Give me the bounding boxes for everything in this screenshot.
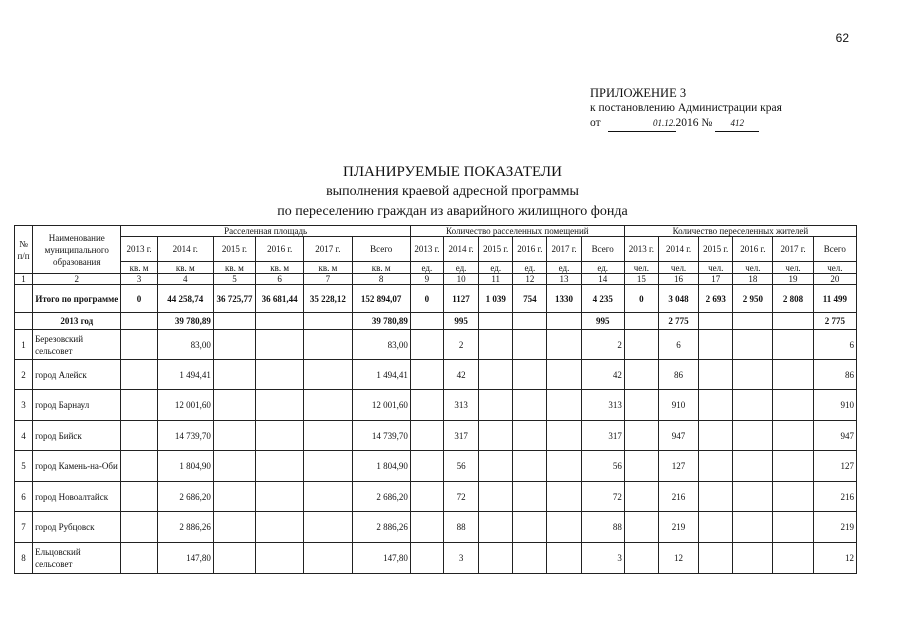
table-row (15, 482, 857, 512)
table-cell (733, 512, 773, 543)
table-cell: 317 (581, 421, 624, 451)
header-unit-area: кв. м (304, 262, 352, 274)
appendix-date: 01.12. (653, 118, 676, 128)
row-name: город Барнаул (33, 390, 121, 421)
table-row (15, 421, 857, 451)
table-cell (773, 421, 813, 451)
page-number: 62 (835, 31, 849, 45)
table-cell (513, 421, 547, 451)
table-cell (121, 543, 157, 574)
table-cell: 947 (658, 421, 698, 451)
table-cell (213, 512, 255, 543)
table-cell: 83,00 (352, 330, 410, 360)
table-cell (733, 421, 773, 451)
row-name: Ельцовский сельсовет (33, 543, 121, 574)
table-row (15, 285, 857, 313)
table-cell (121, 390, 157, 421)
header-unit-area: кв. м (121, 262, 157, 274)
table-cell (256, 512, 304, 543)
table-cell (410, 330, 443, 360)
table-cell (410, 451, 443, 482)
table-cell: 36 681,44 (256, 285, 304, 313)
header-unit-people: чел. (813, 262, 856, 274)
table-cell (256, 360, 304, 390)
table-cell (699, 421, 733, 451)
table-cell (699, 360, 733, 390)
table-cell (513, 360, 547, 390)
row-name: город Новоалтайск (33, 482, 121, 512)
indicators-table (14, 225, 857, 574)
table-cell: 3 048 (658, 285, 698, 313)
header-year-area: 2017 г. (304, 237, 352, 262)
appendix-block (590, 86, 782, 132)
table-cell (547, 543, 581, 574)
header-group-area: Расселенная площадь (121, 226, 410, 237)
header-year-rooms: Всего (581, 237, 624, 262)
header-unit-people: чел. (658, 262, 698, 274)
table-cell: 2 (581, 330, 624, 360)
table-cell: 1330 (547, 285, 581, 313)
appendix-date-line (590, 116, 782, 132)
column-number: 4 (157, 274, 213, 285)
row-number: 8 (15, 543, 33, 574)
header-year-area: 2016 г. (256, 237, 304, 262)
table-cell (256, 482, 304, 512)
table-cell (410, 313, 443, 330)
column-number: 20 (813, 274, 856, 285)
table-cell (699, 451, 733, 482)
table-cell (513, 330, 547, 360)
table-cell: 2 950 (733, 285, 773, 313)
table-cell (121, 512, 157, 543)
table-cell (547, 390, 581, 421)
table-cell (304, 543, 352, 574)
table-cell (304, 512, 352, 543)
table-cell (256, 451, 304, 482)
appendix-title: ПРИЛОЖЕНИЕ 3 (590, 86, 687, 100)
table-cell (733, 543, 773, 574)
header-year-people: Всего (813, 237, 856, 262)
header-unit-rooms: ед. (513, 262, 547, 274)
table-cell: 216 (813, 482, 856, 512)
table-cell (479, 330, 513, 360)
table-cell (733, 330, 773, 360)
table-cell: 2 886,26 (352, 512, 410, 543)
header-unit-area: кв. м (256, 262, 304, 274)
row-name: Березовский сельсовет (33, 330, 121, 360)
table-cell (213, 313, 255, 330)
header-unit-people: чел. (773, 262, 813, 274)
table-cell: 219 (658, 512, 698, 543)
table-cell (213, 330, 255, 360)
table-cell: 14 739,70 (157, 421, 213, 451)
row-name: 2013 год (33, 313, 121, 330)
header-year-people: 2016 г. (733, 237, 773, 262)
header-group-rooms: Количество расселенных помещений (410, 226, 624, 237)
table-cell (304, 360, 352, 390)
header-year-rooms: 2015 г. (479, 237, 513, 262)
column-number: 2 (33, 274, 121, 285)
row-number (15, 285, 33, 313)
table-cell (733, 360, 773, 390)
table-cell: 1127 (443, 285, 478, 313)
header-year-people: 2015 г. (699, 237, 733, 262)
table-cell (624, 360, 658, 390)
table-cell: 0 (624, 285, 658, 313)
table-cell: 12 001,60 (352, 390, 410, 421)
table-cell: 72 (443, 482, 478, 512)
table-cell: 3 (443, 543, 478, 574)
header-year-rooms: 2016 г. (513, 237, 547, 262)
table-cell (547, 451, 581, 482)
table-cell: 219 (813, 512, 856, 543)
table-cell (304, 482, 352, 512)
table-cell (479, 512, 513, 543)
table-cell: 2 775 (658, 313, 698, 330)
table-cell: 42 (443, 360, 478, 390)
table-cell (304, 330, 352, 360)
table-cell: 910 (813, 390, 856, 421)
column-number: 17 (699, 274, 733, 285)
table-cell: 1 494,41 (352, 360, 410, 390)
header-year-rooms: 2017 г. (547, 237, 581, 262)
table-cell (624, 330, 658, 360)
table-cell: 947 (813, 421, 856, 451)
appendix-number: 412 (730, 118, 744, 128)
table-cell: 56 (443, 451, 478, 482)
header-year-people: 2017 г. (773, 237, 813, 262)
heading-subtitle-1: выполнения краевой адресной программы (326, 184, 579, 199)
table-cell (513, 543, 547, 574)
table-cell (304, 390, 352, 421)
table-cell (773, 543, 813, 574)
column-number: 3 (121, 274, 157, 285)
table-cell: 313 (581, 390, 624, 421)
table-cell (513, 313, 547, 330)
table-cell (699, 390, 733, 421)
table-cell (304, 421, 352, 451)
row-number: 3 (15, 390, 33, 421)
table-cell: 0 (410, 285, 443, 313)
table-cell (479, 390, 513, 421)
table-cell (547, 512, 581, 543)
column-number: 15 (624, 274, 658, 285)
row-name: город Рубцовск (33, 512, 121, 543)
table-cell: 86 (813, 360, 856, 390)
table-cell: 72 (581, 482, 624, 512)
table-cell (699, 512, 733, 543)
table-cell (410, 360, 443, 390)
column-number: 5 (213, 274, 255, 285)
column-number: 19 (773, 274, 813, 285)
table-cell (547, 421, 581, 451)
header-year-area: Всего (352, 237, 410, 262)
table-cell (773, 451, 813, 482)
table-cell (624, 313, 658, 330)
table-row (15, 543, 857, 574)
table-cell: 39 780,89 (352, 313, 410, 330)
column-number: 13 (547, 274, 581, 285)
table-cell (479, 543, 513, 574)
header-unit-rooms: ед. (410, 262, 443, 274)
table-cell (410, 512, 443, 543)
column-number: 10 (443, 274, 478, 285)
table-cell (624, 482, 658, 512)
table-cell: 0 (121, 285, 157, 313)
document-heading (0, 162, 905, 222)
table-row (15, 451, 857, 482)
table-cell (699, 313, 733, 330)
table-cell (513, 451, 547, 482)
header-year-rooms: 2014 г. (443, 237, 478, 262)
appendix-year-number: 2016 № (675, 117, 713, 129)
table-cell: 36 725,77 (213, 285, 255, 313)
table-cell (256, 543, 304, 574)
table-cell: 88 (443, 512, 478, 543)
table-cell: 3 (581, 543, 624, 574)
table-cell (121, 313, 157, 330)
table-cell (213, 482, 255, 512)
table-cell (121, 330, 157, 360)
header-unit-rooms: ед. (547, 262, 581, 274)
table-cell (733, 313, 773, 330)
row-number: 6 (15, 482, 33, 512)
table-cell (410, 390, 443, 421)
row-number (15, 313, 33, 330)
table-cell (547, 313, 581, 330)
table-row (15, 360, 857, 390)
table-cell: 152 894,07 (352, 285, 410, 313)
table-cell (256, 330, 304, 360)
table-cell (121, 451, 157, 482)
table-cell: 910 (658, 390, 698, 421)
table-cell: 6 (813, 330, 856, 360)
row-number: 2 (15, 360, 33, 390)
column-number: 16 (658, 274, 698, 285)
table-cell: 88 (581, 512, 624, 543)
header-year-rooms: 2013 г. (410, 237, 443, 262)
heading-title: ПЛАНИРУЕМЫЕ ПОКАЗАТЕЛИ (343, 164, 562, 180)
header-year-people: 2013 г. (624, 237, 658, 262)
header-year-people: 2014 г. (658, 237, 698, 262)
row-name: город Бийск (33, 421, 121, 451)
table-cell (773, 390, 813, 421)
table-cell (479, 421, 513, 451)
table-cell: 12 001,60 (157, 390, 213, 421)
header-unit-people: чел. (624, 262, 658, 274)
table-cell (624, 512, 658, 543)
header-unit-area: кв. м (213, 262, 255, 274)
table-cell (213, 421, 255, 451)
column-number: 8 (352, 274, 410, 285)
row-name: город Камень-на-Оби (33, 451, 121, 482)
table-cell: 12 (813, 543, 856, 574)
table-cell (624, 390, 658, 421)
table-cell (547, 360, 581, 390)
column-number: 14 (581, 274, 624, 285)
row-number: 5 (15, 451, 33, 482)
table-cell (624, 421, 658, 451)
header-unit-rooms: ед. (443, 262, 478, 274)
table-cell: 39 780,89 (157, 313, 213, 330)
row-number: 1 (15, 330, 33, 360)
table-cell: 83,00 (157, 330, 213, 360)
table-cell: 11 499 (813, 285, 856, 313)
table-cell: 2 686,20 (157, 482, 213, 512)
table-cell (121, 482, 157, 512)
table-row (15, 390, 857, 421)
header-unit-area: кв. м (352, 262, 410, 274)
table-cell (410, 421, 443, 451)
table-cell: 2 686,20 (352, 482, 410, 512)
table-cell (513, 512, 547, 543)
table-cell (513, 482, 547, 512)
table-cell: 86 (658, 360, 698, 390)
table-cell (773, 313, 813, 330)
column-number: 7 (304, 274, 352, 285)
row-name: Итого по программе (33, 285, 121, 313)
table-cell (773, 360, 813, 390)
table-cell: 127 (813, 451, 856, 482)
table-cell (410, 482, 443, 512)
table-cell (304, 451, 352, 482)
column-number: 11 (479, 274, 513, 285)
table-cell (773, 330, 813, 360)
table-cell (733, 390, 773, 421)
table-cell: 995 (581, 313, 624, 330)
heading-subtitle-2: по переселению граждан из аварийного жилищного фонда (277, 204, 628, 219)
table-cell (733, 451, 773, 482)
table-row (15, 512, 857, 543)
table-cell (256, 390, 304, 421)
column-number: 12 (513, 274, 547, 285)
column-number: 6 (256, 274, 304, 285)
table-cell (624, 451, 658, 482)
table-cell: 147,80 (157, 543, 213, 574)
table-body (15, 226, 857, 574)
table-cell: 2 886,26 (157, 512, 213, 543)
column-number: 1 (15, 274, 33, 285)
table-cell: 2 (443, 330, 478, 360)
table-cell: 754 (513, 285, 547, 313)
header-unit-people: чел. (733, 262, 773, 274)
header-unit-people: чел. (699, 262, 733, 274)
appendix-from-prefix: от (590, 117, 601, 129)
table-cell (213, 390, 255, 421)
table-cell (547, 330, 581, 360)
table-cell (699, 330, 733, 360)
row-number: 7 (15, 512, 33, 543)
table-cell: 2 693 (699, 285, 733, 313)
table-cell (410, 543, 443, 574)
header-group-people: Количество переселенных жителей (624, 226, 856, 237)
table-cell (479, 482, 513, 512)
table-cell (121, 360, 157, 390)
table-cell: 317 (443, 421, 478, 451)
table-cell: 12 (658, 543, 698, 574)
row-number: 4 (15, 421, 33, 451)
table-cell: 1 804,90 (352, 451, 410, 482)
column-number: 18 (733, 274, 773, 285)
table-cell: 4 235 (581, 285, 624, 313)
table-cell (256, 421, 304, 451)
table-cell (213, 360, 255, 390)
table-row (15, 330, 857, 360)
table-cell: 313 (443, 390, 478, 421)
table-cell (547, 482, 581, 512)
table-cell: 42 (581, 360, 624, 390)
table-cell (513, 390, 547, 421)
appendix-resolution-line: к постановлению Администрации края (590, 102, 782, 114)
table-row (15, 313, 857, 330)
header-unit-area: кв. м (157, 262, 213, 274)
table-cell (121, 421, 157, 451)
row-name: город Алейск (33, 360, 121, 390)
header-year-area: 2013 г. (121, 237, 157, 262)
table-cell: 995 (443, 313, 478, 330)
header-no: № п/п (15, 226, 33, 274)
table-cell (479, 451, 513, 482)
header-name: Наименование муниципального образования (33, 226, 121, 274)
header-year-area: 2014 г. (157, 237, 213, 262)
table-cell (773, 512, 813, 543)
table-cell: 44 258,74 (157, 285, 213, 313)
table-cell (699, 543, 733, 574)
table-cell: 2 808 (773, 285, 813, 313)
table-cell: 2 775 (813, 313, 856, 330)
table-cell: 216 (658, 482, 698, 512)
table-cell: 35 228,12 (304, 285, 352, 313)
table-cell (213, 543, 255, 574)
table-cell: 56 (581, 451, 624, 482)
table-cell: 147,80 (352, 543, 410, 574)
table-cell (699, 482, 733, 512)
table-cell (773, 482, 813, 512)
table-cell: 6 (658, 330, 698, 360)
table-cell (479, 360, 513, 390)
table-cell (304, 313, 352, 330)
table-cell (624, 543, 658, 574)
table-cell: 127 (658, 451, 698, 482)
table-cell (479, 313, 513, 330)
table-cell: 1 039 (479, 285, 513, 313)
table-cell: 1 494,41 (157, 360, 213, 390)
table-cell: 14 739,70 (352, 421, 410, 451)
header-unit-rooms: ед. (479, 262, 513, 274)
header-unit-rooms: ед. (581, 262, 624, 274)
header-year-area: 2015 г. (213, 237, 255, 262)
column-number: 9 (410, 274, 443, 285)
table-cell: 1 804,90 (157, 451, 213, 482)
table-cell (733, 482, 773, 512)
table-cell (213, 451, 255, 482)
table-cell (256, 313, 304, 330)
